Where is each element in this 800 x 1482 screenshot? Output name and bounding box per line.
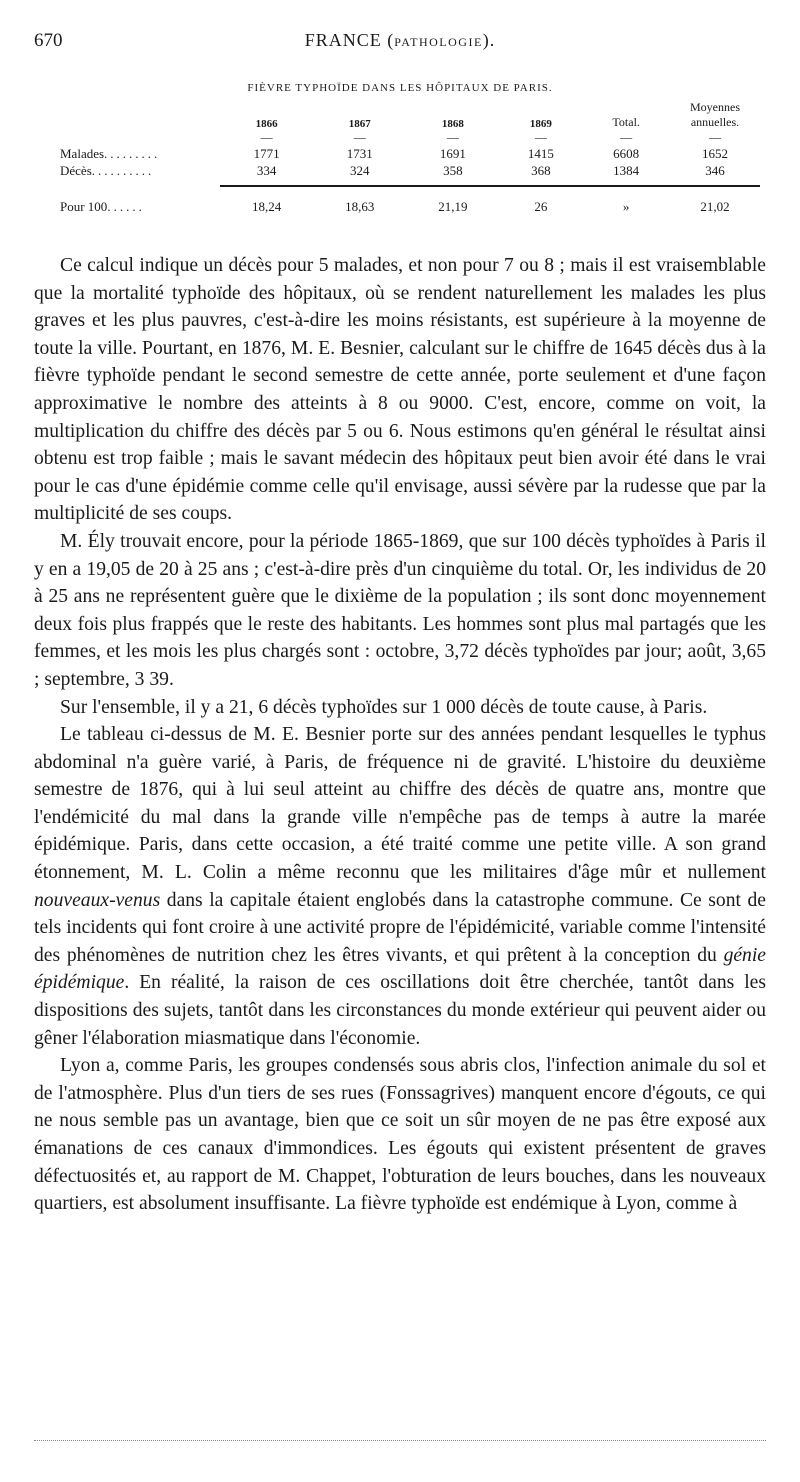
- paragraph-text: . En réalité, la raison de ces oscillations doit être cherchée, tantôt dans les dispositions des sujets, tantôt dans les circonstances du monde extérieur qui peuvent aider ou gêner l'élaboration miasmatique dans l'économie.: [34, 972, 766, 1049]
- table-rule-row: [60, 179, 760, 186]
- table-cell: 324: [350, 162, 370, 178]
- row-label: Malades: [60, 145, 105, 161]
- dot-leaders: ..........: [91, 162, 155, 178]
- italic-term: génie épidémique: [34, 944, 766, 994]
- paragraph: Sur l'ensemble, il y a 21, 6 décès typhoïdes sur 1 000 décès de toute cause, à Paris.: [60, 696, 708, 718]
- row-label: Décès: [60, 162, 92, 178]
- table-cell: 1415: [527, 145, 554, 161]
- table-cell: 1731: [346, 145, 373, 161]
- typhoid-table: [60, 98, 760, 215]
- paragraph-text: Le tableau ci-dessus de M. E. Besnier porte sur des années pendant lesquelles le typhus abdominal n'a guère varié, à Paris, de fréquence ni de gravité. L'histoire du deuxième semestre de 1876, qui à lui seul atteint au chiffre des décès de quatre ans, montre que l'endémicité du mal dans la grande ville n'empêche pas de temps à autre la marée épidémique. Paris, dans cette occasion, a été traité comme une petite ville. A son grand étonnement, M. L. Colin a même reconnu que les militaires d'âge mûr et nullement: [34, 724, 766, 884]
- table-cell: 6608: [613, 145, 640, 161]
- table-cell: 1652: [702, 145, 728, 161]
- paragraph: [34, 721, 766, 1052]
- running-title-end: ).: [482, 30, 496, 50]
- column-header: 1868: [441, 118, 464, 130]
- column-header: Moyennes annuelles.: [690, 100, 740, 129]
- table-header-blank: [60, 98, 220, 130]
- dash-row: — — — — — —: [260, 130, 721, 144]
- column-header: 1867: [348, 118, 371, 130]
- running-title: [34, 30, 766, 51]
- paragraph-text: dans la capitale étaient englobés dans la catastrophe commune. Ce sont de tels incidents qui font croire à une activité propre de l'épidémicité, variable comme l'intensité des phénomènes de nutrition chez les êtres vivants, et qui prêtent à la conception du: [34, 889, 766, 966]
- table-row: [60, 162, 760, 179]
- table-cell: 18,24: [251, 199, 282, 214]
- running-title-main: FRANCE (: [304, 30, 395, 50]
- column-header: 1869: [529, 118, 552, 130]
- dot-leaders: ......: [107, 199, 145, 214]
- italic-term: nouveaux-venus: [34, 889, 161, 911]
- column-header: 1866: [255, 118, 278, 130]
- table-caption: FIÈVRE TYPHOÏDE DANS LES HÔPITAUX DE PARIS.: [247, 82, 553, 94]
- table-row: [60, 145, 760, 162]
- table-cell: 358: [443, 162, 463, 178]
- table-cell: 1384: [613, 162, 640, 178]
- table-total-row: [60, 186, 760, 215]
- page-header: [34, 30, 766, 58]
- row-label: Pour 100: [60, 199, 108, 214]
- paragraph: Ce calcul indique un décès pour 5 malades, et non pour 7 ou 8 ; mais il est vraisemblable que la mortalité typhoïde des hôpitaux, où se rendent naturellement les malades les plus graves et les plus pauvres, c'est-à-dire les moins résistants, est supérieure à la moyenne de toute la ville. Pourtant, en 1876, M. E. Besnier, calculant sur le chiffre de 1645 décès dus à la fièvre typhoïde pendant le second semestre de cette année, porte seulement et d'une façon approximative le nombre des atteints à 8 ou 9000. C'est, encore, comme on voit, la multiplication du chiffre des décès par 5 ou 6. Nous estimons qu'en général le résultat ainsi obtenu est trop faible ; mais le savant médecin des hôpitaux peut bien avoir été dans le vrai pour le cas d'une épidémie comme celle qu'il envisage, aussi sévère par la rudesse que par la multiplicité de ses coups.: [34, 255, 766, 525]
- table-cell: 26: [534, 199, 548, 214]
- dot-leaders: .........: [104, 145, 161, 161]
- table-cell: 346: [705, 162, 725, 178]
- table-cell: 334: [256, 162, 277, 178]
- footer-divider: [34, 1440, 766, 1441]
- table-cell: »: [622, 199, 630, 214]
- table-cell: 21,02: [700, 199, 730, 214]
- table-cell: 368: [531, 162, 551, 178]
- page-number: 670: [34, 30, 63, 51]
- table-cell: 1691: [439, 145, 466, 161]
- table-cell: 21,19: [438, 199, 468, 214]
- paragraph: M. Ély trouvait encore, pour la période 1865-1869, que sur 100 décès typhoïdes à Paris il y en a 19,05 de 20 à 25 ans ; c'est-à-dire près d'un cinquième du total. Or, les individus de 20 à 25 ans ne représentent guère que le dixième de la population ; ils sont donc moyennement deux fois plus frappés que le reste des habitants. Les hommes sont plus mal partagés que les femmes, et les mois les plus chargés sont : octobre, 3,72 décès typhoïdes par jour; août, 3,65 ; septembre, 3 39.: [34, 530, 766, 690]
- body-text: [34, 252, 766, 1218]
- running-title-sub: PATHOLOGIE: [394, 35, 483, 49]
- table-cell: 18,63: [345, 199, 375, 214]
- table-cell: 1771: [253, 145, 280, 161]
- paragraph: Lyon a, comme Paris, les groupes condensés sous abris clos, l'infection animale du sol et de l'atmosphère. Plus d'un tiers de ses rues (Fonssagrives) manquent encore d'égouts, ce qui ne nous semble pas un avantage, bien que ce soit un sûr moyen de ne pas être exposé aux émanations de ces canaux d'immondices. Les égouts qui existent présentent de graves défectuosités et, au rapport de M. Chappet, l'obturation de leurs bouches, dans les nouveaux quartiers, est absolument insuffisante. La fièvre typhoïde est endémique à Lyon, comme à: [34, 1055, 766, 1215]
- column-header: Total.: [612, 115, 640, 129]
